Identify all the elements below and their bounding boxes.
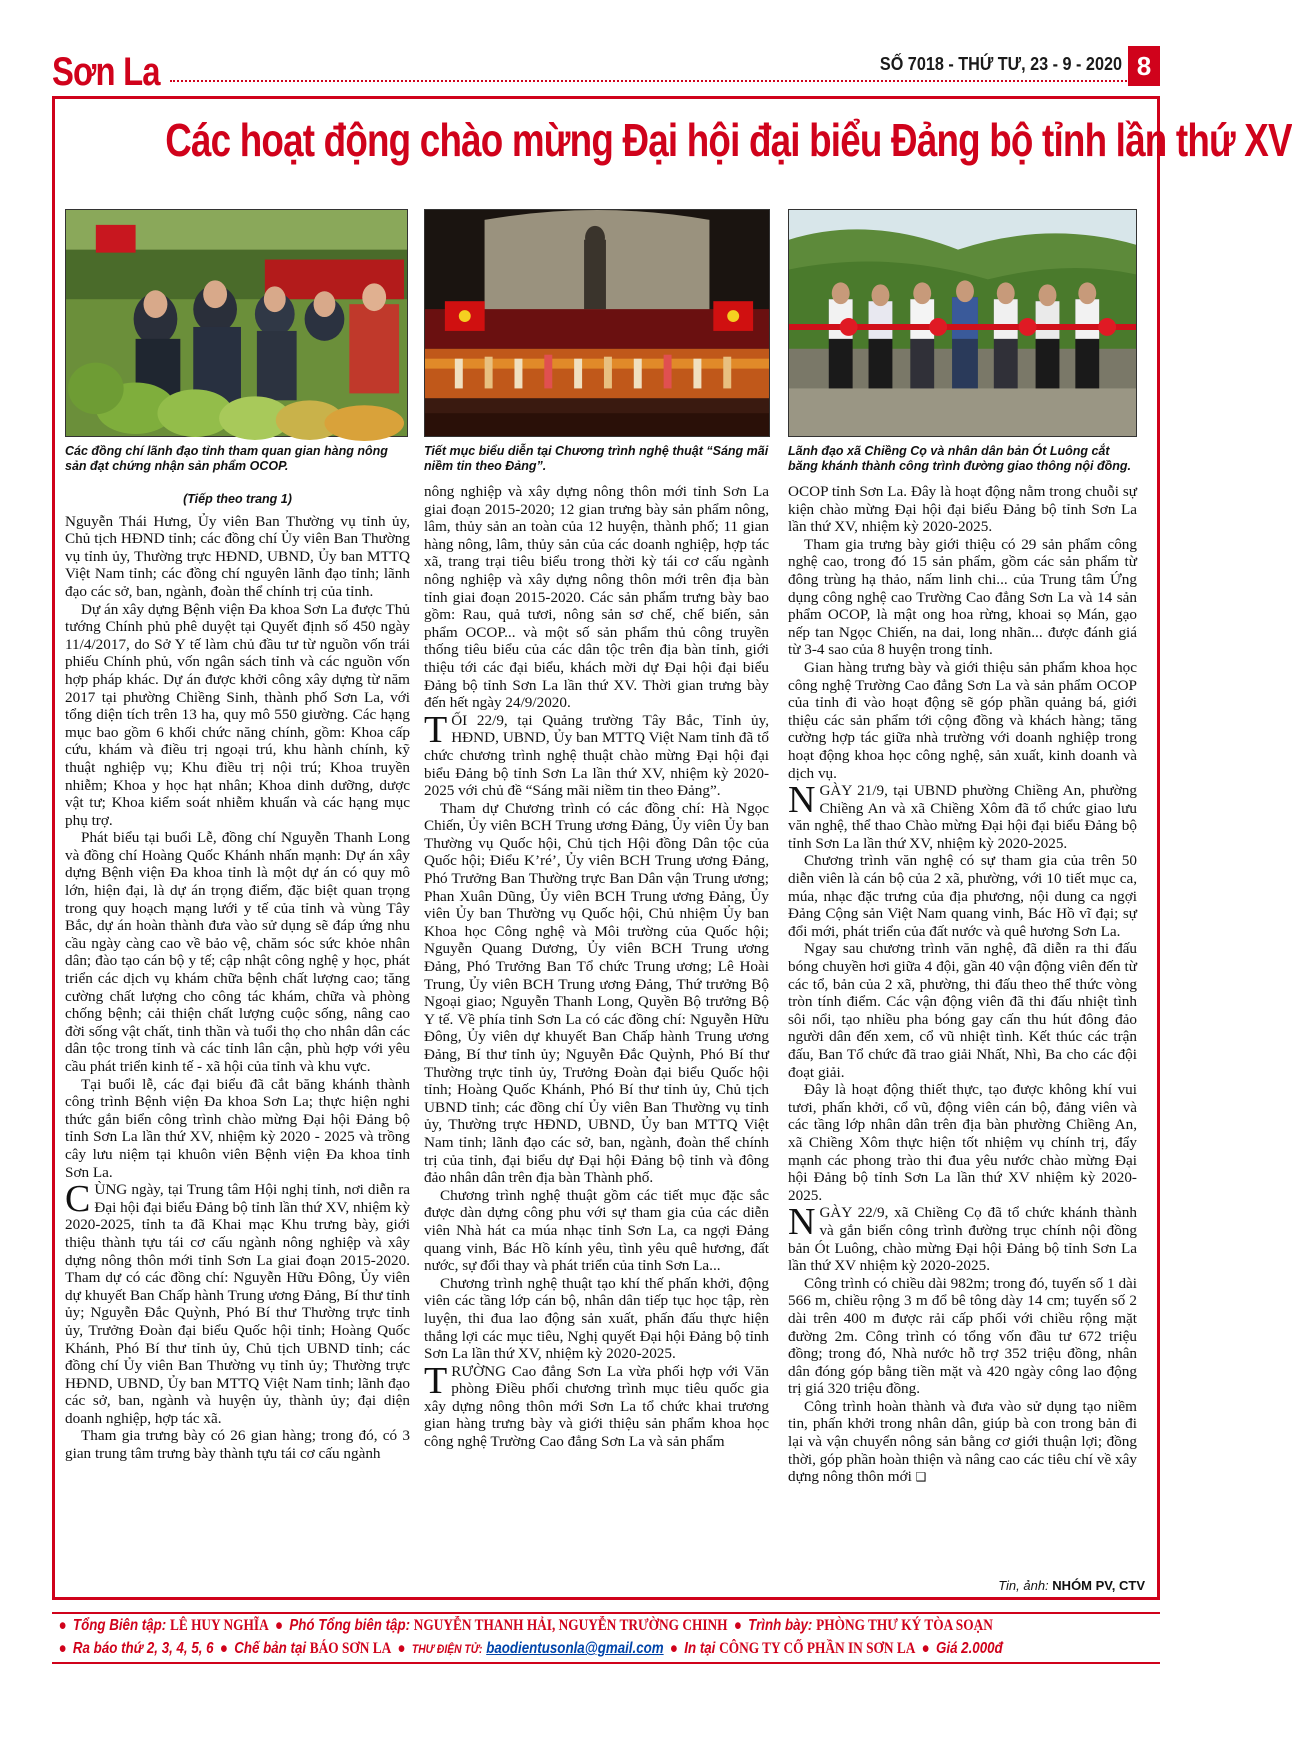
paragraph-dropcap bbox=[424, 708, 769, 800]
photo-produce-stall bbox=[65, 209, 408, 437]
deputy-editor-label: Phó Tổng biên tập: bbox=[289, 1617, 411, 1634]
paragraph: Tham gia trưng bày giới thiệu có 29 sản phẩm công nghệ cao, trong đó 15 sản phẩm, gồm các sản phẩm từ đông trùng hạ thảo, nấm linh chi... của Trung tâm Ứng dụng công nghệ cao Trường Cao đẳng Sơn La và 14 sản phẩm OCOP, là mật ong hoa rừng, khoai sọ Mán, gạo nếp tan Ngọc Chiến, na dai, long nhãn... được đánh giá từ 3-4 sao của 8 huyện trong tỉnh. bbox=[788, 535, 1137, 659]
paragraph-text: GÀY 22/9, xã Chiềng Cọ đã tổ chức khánh thành và gắn biển công trình đường trục chính nội đồng bản Ót Luông, chào mừng Đại hội Đảng bộ tỉnh Sơn La lần thứ XV nhiệm kỳ 2020-2025. bbox=[788, 1204, 1137, 1275]
credit-name: NHÓM PV, CTV bbox=[1052, 1578, 1145, 1593]
deputy-editor-value: NGUYỄN THANH HẢI, NGUYỄN TRƯỜNG CHINH bbox=[413, 1617, 728, 1634]
credit-label: Tin, ảnh: bbox=[998, 1578, 1049, 1593]
layout-value: PHÒNG THƯ KÝ TÒA SOẠN bbox=[816, 1617, 993, 1634]
text-column-3 bbox=[788, 483, 1137, 1486]
issue-info: SỐ 7018 - THỨ TƯ, 23 - 9 - 2020 bbox=[879, 54, 1122, 74]
bullet-icon: ● bbox=[397, 1640, 406, 1657]
bullet-icon: ● bbox=[733, 1617, 742, 1634]
headline: Các hoạt động chào mừng Đại hội đại biểu Đảng bộ tỉnh lần thứ XV bbox=[165, 114, 1292, 166]
footer-line-publication bbox=[56, 1640, 1002, 1658]
paragraph: Ngay sau chương trình văn nghệ, đã diễn ra thi đấu bóng chuyền hơi giữa 4 đội, gần 40 vận động viên đến từ các tổ, bản của 2 xã, phường, thi đấu theo thể thức vòng tròn tính điểm. Các vận động viên đã thi đấu nhiệt tình sôi nổi, tạo nhiều pha bóng gay cấn thu hút đông đảo người dân đến xem, cổ vũ nhiệt tình. Kết thúc các trận đấu, Ban Tổ chức đã trao giải Nhất, Nhì, Ba cho các đội đoạt giải. bbox=[788, 940, 1137, 1081]
paragraph-text: ÙNG ngày, tại Trung tâm Hội nghị tỉnh, nơi diễn ra Đại hội đại biểu Đảng bộ tỉnh lần thứ XV, nhiệm kỳ 2020-2025, tỉnh ta đã Khai mạc Khu trưng bày, giới thiệu thành tựu tái cơ cấu ngành nông nghiệp và xây dựng nông thôn mới tỉnh Sơn La giai đoạn 2015-2020. Tham dự có các đồng chí: Nguyễn Hữu Đông, Ủy viên dự khuyết Ban Chấp hành Trung ương Đảng, Bí thư tỉnh ủy; Nguyễn Đắc Quỳnh, Phó Bí thư Thường trực tỉnh ủy, Trưởng Đoàn đại biểu Quốc hội tỉnh; Hoàng Quốc Khánh, Phó Bí thư tỉnh ủy, Chủ tịch UBND tỉnh; các đồng chí Ủy viên Ban Thường vụ tỉnh ủy; Thường trực HĐND, UBND, Ủy ban MTTQ Việt Nam tỉnh; lãnh đạo các sở, ban, ngành và huyện ủy, thành ủy; đại diện doanh nghiệp, hợp tác xã. bbox=[65, 1181, 410, 1427]
dropcap: T bbox=[424, 708, 448, 751]
layout-label: Trình bày: bbox=[748, 1617, 813, 1634]
dropcap: N bbox=[788, 1201, 816, 1244]
caption-ribbon-cutting: Lãnh đạo xã Chiềng Cọ và nhân dân bản Ót Luông cắt băng khánh thành công trình đường giao thông nội đồng. bbox=[788, 444, 1131, 473]
paragraph-dropcap bbox=[65, 1178, 410, 1427]
text-column-1 bbox=[65, 491, 410, 1473]
paragraph: nông nghiệp và xây dựng nông thôn mới tỉnh Sơn La giai đoạn 2015-2020; 12 gian trưng bày sản phẩm nông, lâm, thủy sản an toàn của 12 huyện, thành phố; 11 gian hàng nông, lâm, thủy sản của các doanh nghiệp, hợp tác xã, trang trại tiêu biểu trong thời kỳ tái cơ cấu ngành nông nghiệp và xây dựng nông thôn mới trên địa bàn tỉnh giai đoạn 2015-2020. Các sản phẩm trưng bày bao gồm: Rau, quả tươi, nông sản sơ chế, chế biến, sản phẩm OCOP... và một số sản phẩm thủ công truyền thống tiêu biểu của các dân tộc trên địa bàn tỉnh, giới thiệu tới các đại biểu, khách mời dự Đại hội đại biểu Đảng bộ tỉnh Sơn La lần thứ XV. Thời gian trưng bày đến hết ngày 24/9/2020. bbox=[424, 483, 769, 712]
dropcap: N bbox=[788, 779, 816, 822]
photo-stage-performance-image bbox=[425, 210, 769, 436]
page-number: 8 bbox=[1128, 46, 1160, 86]
paragraph-text: ỐI 22/9, tại Quảng trường Tây Bắc, Tỉnh ủy, HĐND, UBND, Ủy ban MTTQ Việt Nam tỉnh đã tổ chức chương trình nghệ thuật chào mừng Đại hội đại biểu Đảng bộ tỉnh Sơn La lần thứ XV, nhiệm kỳ 2020-2025 với chủ đề “Sáng mãi niềm tin theo Đảng”. bbox=[424, 711, 769, 800]
paragraph-dropcap bbox=[424, 1359, 769, 1451]
dropcap: C bbox=[65, 1178, 91, 1221]
typeset-value: BÁO SƠN LA bbox=[309, 1640, 392, 1657]
section-name: Sơn La bbox=[52, 50, 160, 94]
paragraph: Dự án xây dựng Bệnh viện Đa khoa Sơn La được Thủ tướng Chính phủ phê duyệt tại Quyết định số 450 ngày 11/4/2017, do Sở Y tế làm chủ đầu tư từ nguồn vốn trái phiếu Chính phủ, vốn ngân sách tỉnh và các nguồn vốn hợp pháp khác. Dự án được khởi công xây dựng từ năm 2017 tại phường Chiềng Sinh, thành phố Sơn La, với tổng diện tích trên 13 ha, quy mô 550 giường. Các hạng mục bao gồm 6 khối chức năng chính, gồm: Khoa cấp cứu, khám và điều trị ngoại trú, khu hành chính, kỹ thuật nghiệp vụ; Khu điều trị nội trú; Khoa truyền nhiễm; Khoa y học hạt nhân; Khoa dinh dưỡng, dược vật tư; Khoa kiểm soát nhiễm khuẩn và các hạng mục phụ trợ. bbox=[65, 600, 410, 829]
photo-ribbon-cutting-image bbox=[789, 210, 1136, 436]
paragraph-text: GÀY 21/9, tại UBND phường Chiềng An, phường Chiềng An và xã Chiềng Xôm đã tổ chức giao lưu văn nghệ, thể thao Chào mừng Đại hội đại biểu Đảng bộ tỉnh Sơn La lần thứ XV, nhiệm kỳ 2020-2025. bbox=[788, 782, 1137, 852]
paragraph-dropcap bbox=[788, 1201, 1137, 1275]
footer-line-staff bbox=[56, 1617, 1002, 1635]
caption-produce-stall: Các đồng chí lãnh đạo tỉnh tham quan gian hàng nông sản đạt chứng nhận sản phẩm OCOP. bbox=[65, 444, 388, 473]
typeset-label: Chế bản tại bbox=[234, 1640, 307, 1657]
email-label: THƯ ĐIỆN TỬ: bbox=[411, 1642, 483, 1656]
paragraph: Tham dự Chương trình có các đồng chí: Hà Ngọc Chiến, Ủy viên BCH Trung ương Đảng, Ủy viên Ủy ban Thường vụ Quốc hội, Chủ tịch Hội đồng Dân tộc của Quốc hội; Điểu K’ré’, Ủy viên BCH Trung ương Đảng, Phó Trưởng Ban Thường trực Ban Dân vận Trung ương; Phan Xuân Dũng, Ủy viên BCH Trung ương Đảng, Ủy viên Ủy ban Thường vụ Quốc hội, Chủ nhiệm Ủy ban Khoa học Công nghệ và Môi trường của Quốc hội; Nguyễn Quang Dương, Ủy viên BCH Trung ương Đảng, Phó Trưởng Ban Tổ chức Trung ương; Lê Hoài Trung, Ủy viên BCH Trung ương Đảng, Thứ trưởng Bộ Ngoại giao; Nguyễn Thanh Long, Quyền Bộ trưởng Bộ Y tế. Về phía tỉnh Sơn La có các đồng chí: Nguyễn Hữu Đông, Ủy viên dự khuyết Ban Chấp hành Trung ương Đảng, Bí thư tỉnh ủy; Nguyễn Đắc Quỳnh, Phó Bí thư Thường trực tỉnh ủy, Trưởng Đoàn đại biểu Quốc hội tỉnh; Hoàng Quốc Khánh, Phó Bí thư tỉnh ủy, Chủ tịch UBND tỉnh; các đồng chí Ủy viên Ban Thường vụ tỉnh ủy, Thường trực HĐND, UBND, Ủy ban MTTQ Việt Nam tỉnh; lãnh đạo các sở, ban, ngành, đoàn thể chính trị của tỉnh, đại biểu dự Đại hội Đảng bộ tỉnh và đông đảo nhân dân trên địa bàn Thành phố. bbox=[424, 799, 769, 1187]
photo-credit bbox=[998, 1578, 1145, 1593]
paragraph-text: RƯỜNG Cao đẳng Sơn La vừa phối hợp với Văn phòng Điều phối chương trình mục tiêu quốc gia xây dựng nông thôn mới Sơn La tổ chức khai trương gian hàng trưng bày và giới thiệu sản phẩm khoa học công nghệ Trường Cao đẳng Sơn La và sản phẩm bbox=[424, 1362, 769, 1451]
paragraph-last bbox=[788, 1398, 1137, 1487]
printer-label: In tại bbox=[684, 1640, 716, 1657]
paragraph: Tham gia trưng bày có 26 gian hàng; trong đó, có 3 gian trung tâm trưng bày thành tựu tái cơ cấu ngành bbox=[65, 1427, 410, 1463]
editor-label: Tổng Biên tập: bbox=[72, 1617, 167, 1634]
paragraph: Gian hàng trưng bày và giới thiệu sản phẩm khoa học công nghệ Trường Cao đẳng Sơn La và sản phẩm OCOP của tỉnh đi vào hoạt động sẽ góp phần quảng bá, giới thiệu các sản phẩm tới cộng đồng và khách hàng; tăng cường hợp tác giữa nhà trường với doanh nghiệp trong hoạt động khoa học công nghệ, sản xuất, kinh doanh và dịch vụ. bbox=[788, 658, 1137, 782]
print-days: Ra báo thứ 2, 3, 4, 5, 6 bbox=[72, 1640, 214, 1657]
paragraph: Nguyễn Thái Hưng, Ủy viên Ban Thường vụ tỉnh ủy, Chủ tịch HĐND tỉnh; các đồng chí Ủy viên Ban Thường vụ tỉnh ủy, Thường trực HĐND, UBND, Ủy ban MTTQ Việt Nam tỉnh; các đồng chí nguyên lãnh đạo tỉnh; lãnh đạo các sở, ban, ngành, đoàn thể chính trị của tỉnh. bbox=[65, 512, 410, 600]
paragraph: OCOP tỉnh Sơn La. Đây là hoạt động nằm trong chuỗi sự kiện chào mừng Đại hội đại biểu Đảng bộ tỉnh Sơn La lần thứ XV, nhiệm kỳ 2020-2025. bbox=[788, 483, 1137, 536]
paragraph: Công trình có chiều dài 982m; trong đó, tuyến số 1 dài 566 m, chiều rộng 3 m đổ bê tông dày 14 cm; tuyến số 2 dài trên 400 m được rải cấp phối với chiều rộng mặt đường 2m. Công trình có tổng vốn đầu tư 672 triệu đồng; trong đó, Nhà nước hỗ trợ 352 triệu đồng, nhân dân đóng góp bằng tiền mặt và 420 ngày công lao động trị giá 320 triệu đồng. bbox=[788, 1274, 1137, 1398]
paragraph: Chương trình nghệ thuật gồm các tiết mục đặc sắc được dàn dựng công phu với sự tham gia của các diễn viên Nhà hát ca múa nhạc tỉnh Sơn La, ca ngợi Đảng quang vinh, Bác Hồ kính yêu, tình yêu quê hương, đất nước, sự đổi thay và phát triển của tỉnh Sơn La... bbox=[424, 1186, 769, 1275]
masthead bbox=[52, 42, 1160, 100]
article-frame bbox=[52, 96, 1292, 1600]
paragraph: Chương trình nghệ thuật tạo khí thế phấn khởi, động viên các tầng lớp cán bộ, nhân dân tiếp tục học tập, rèn luyện, thi đua lao động sản xuất, phấn đấu thực hiện thắng lợi các mục tiêu, Nghị quyết Đại hội Đảng bộ tỉnh Sơn La lần thứ XV, nhiệm kỳ 2020-2025. bbox=[424, 1274, 769, 1363]
header-rule bbox=[170, 80, 1150, 82]
bullet-icon: ● bbox=[58, 1617, 67, 1634]
bullet-icon: ● bbox=[669, 1640, 678, 1657]
editor-value: LÊ HUY NGHĨA bbox=[169, 1617, 269, 1634]
photo-produce-stall-image bbox=[66, 210, 407, 436]
bullet-icon: ● bbox=[58, 1640, 67, 1657]
paragraph: Đây là hoạt động thiết thực, tạo được không khí vui tươi, phấn khởi, cổ vũ, động viên cán bộ, đảng viên và các tầng lớp nhân dân trên địa bàn phường Chiềng An, xã Chiềng Xôm thực hiện tốt nhiệm vụ chính trị, đẩy mạnh các phong trào thi đua yêu nước chào mừng Đại hội Đảng bộ tỉnh Sơn La lần thứ XV nhiệm kỳ 2020-2025. bbox=[788, 1081, 1137, 1204]
printer-value: CÔNG TY CỔ PHẦN IN SƠN LA bbox=[719, 1640, 916, 1657]
paragraph: Tại buổi lễ, các đại biểu đã cắt băng khánh thành công trình Bệnh viện Đa khoa Sơn La; thực hiện nghi thức gắn biển công trình chào mừng Đại hội Đảng bộ tỉnh Sơn La lần thứ XV, nhiệm kỳ 2020 - 2025 và trồng cây lưu niệm tại khuôn viên Bệnh viện Đa khoa tỉnh Sơn La. bbox=[65, 1075, 410, 1181]
dropcap: T bbox=[424, 1359, 448, 1402]
paragraph: Chương trình văn nghệ có sự tham gia của trên 50 diễn viên là cán bộ của 2 xã, phường, với 10 tiết mục ca, múa, nhạc đặc trưng của địa phương, nội dung ca ngợi Đảng Cộng sản Việt Nam quang vinh, Bác Hồ vĩ đại; sự đổi mới, phát triển của đất nước và quê hương Sơn La. bbox=[788, 852, 1137, 940]
email-link[interactable]: baodientusonla@gmail.com bbox=[486, 1640, 664, 1657]
paragraph: Phát biểu tại buổi Lễ, đồng chí Nguyễn Thanh Long và đồng chí Hoàng Quốc Khánh nhấn mạnh: Dự án xây dựng Bệnh viện Đa khoa tỉnh là một dự án có quy mô lớn, hiện đại, là dự án trọng điểm, đặc biệt quan trọng trong quy hoạch mạng lưới y tế của tỉnh và vùng Tây Bắc, dự án hoàn thành đưa vào sử dụng sẽ đáp ứng nhu cầu ngày càng cao về bảo vệ, chăm sóc sức khỏe nhân dân; đào tạo cán bộ y tế; cập nhật công nghệ y học, phát triển các dịch vụ khám chữa bệnh chất lượng cao; tăng cường chất lượng cho công tác khám, chữa và phòng chống bệnh; cải thiện chất lượng cuộc sống, nâng cao đời sống vật chất, tinh thần và tuổi thọ cho nhân dân các dân tộc trong tỉnh và các tỉnh lân cận, phù hợp với yêu cầu phát triển kinh tế - xã hội của tỉnh và khu vực. bbox=[65, 829, 410, 1075]
end-mark-icon: ❑ bbox=[915, 1470, 927, 1485]
paragraph-dropcap bbox=[788, 779, 1137, 852]
photo-stage-performance bbox=[424, 209, 770, 437]
photo-ribbon-cutting bbox=[788, 209, 1137, 437]
text-column-2 bbox=[424, 483, 769, 1465]
caption-stage-performance: Tiết mục biểu diễn tại Chương trình nghệ thuật “Sáng mãi niềm tin theo Đảng”. bbox=[424, 444, 769, 473]
continue-note: (Tiếp theo trang 1) bbox=[183, 492, 292, 506]
bullet-icon: ● bbox=[219, 1640, 228, 1657]
bullet-icon: ● bbox=[921, 1640, 930, 1657]
paragraph-text: Công trình hoàn thành và đưa vào sử dụng tạo niềm tin, phấn khởi trong nhân dân, giúp bà con trong bản đi lại và vận chuyển nông sản bằng cơ giới thuận lợi; đồng thời, góp phần hoàn thiện và nâng cao các tiêu chí về xây dựng nông thôn mới bbox=[788, 1397, 1137, 1486]
price: Giá 2.000đ bbox=[935, 1640, 1003, 1657]
bullet-icon: ● bbox=[274, 1617, 284, 1634]
footer-imprint bbox=[52, 1612, 1160, 1664]
